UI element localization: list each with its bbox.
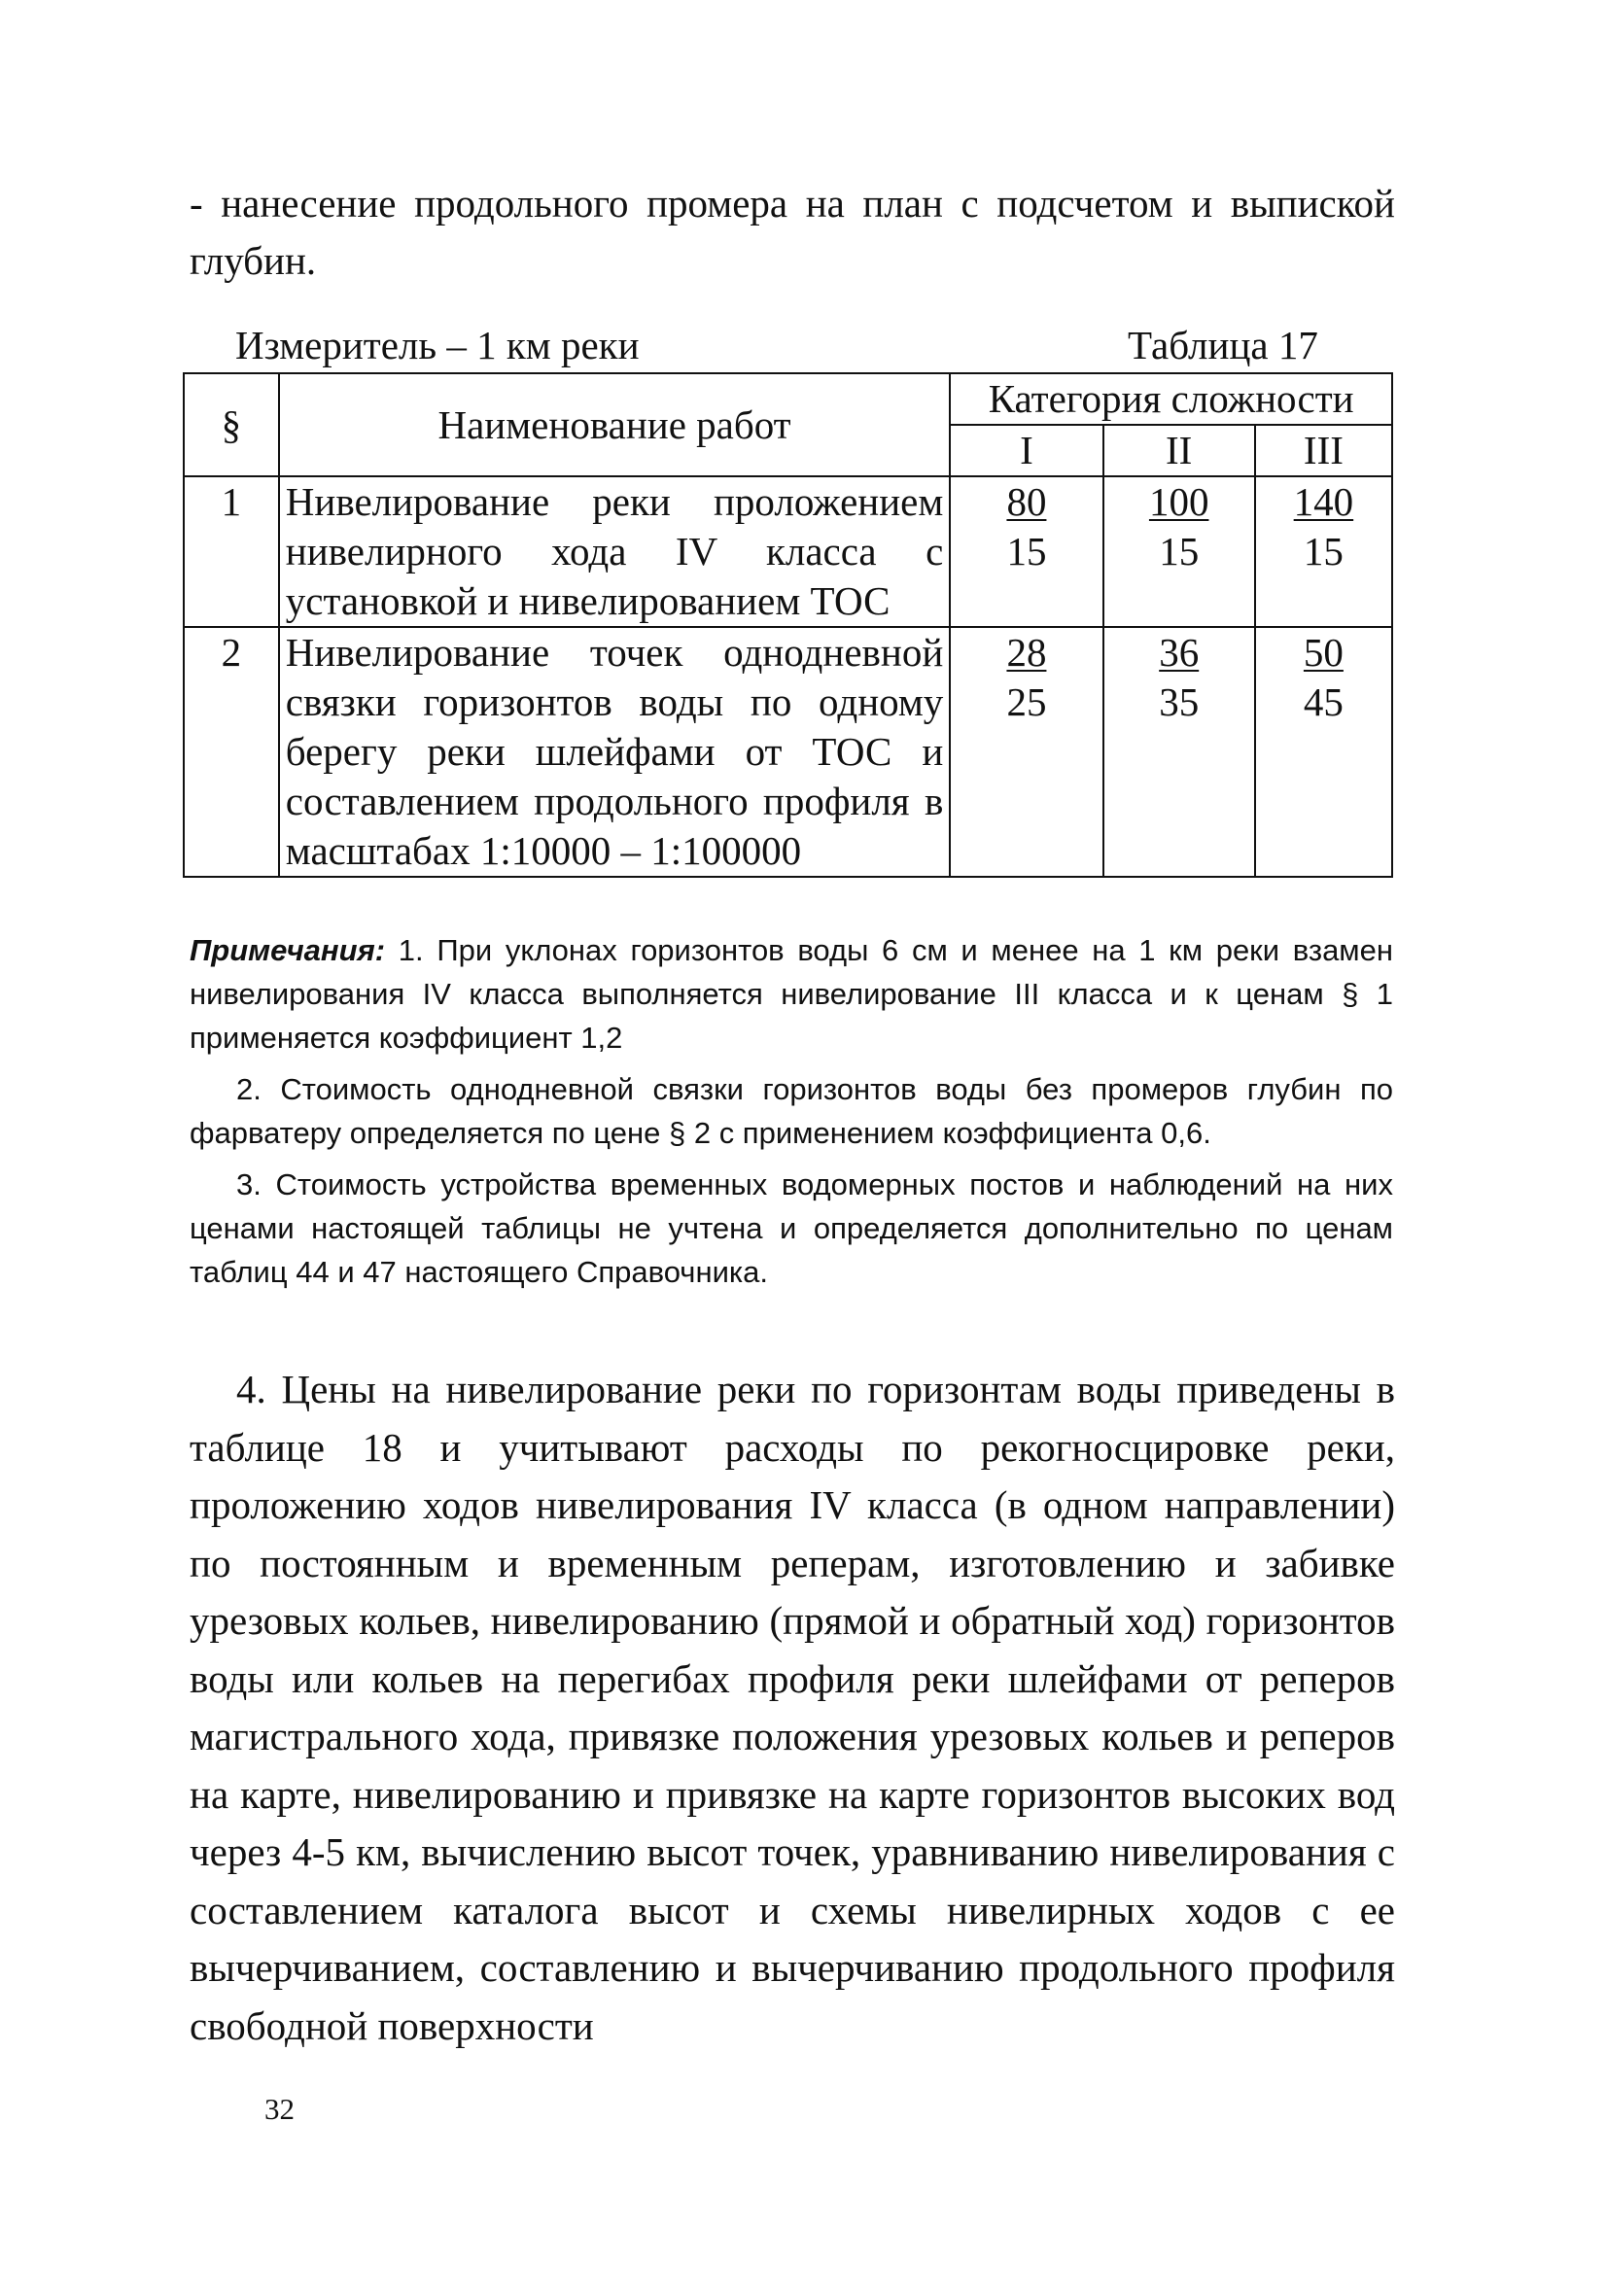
header-category-2: II [1103, 425, 1255, 476]
value-top: 50 [1303, 630, 1344, 675]
note-3: 3. Стоимость устройства временных водомерных постов и наблюдений на них ценами настоящей таблицы не учтена и определяется дополнительно по ценам таблиц 44 и 47 настоящего Справочника. [190, 1167, 1393, 1289]
value-bottom: 25 [1006, 679, 1047, 724]
page-number: 32 [264, 2092, 295, 2126]
value-bottom: 35 [1159, 679, 1200, 724]
row-number: 1 [184, 476, 279, 627]
value-top: 140 [1293, 479, 1354, 524]
table-unit-caption: Измеритель – 1 км реки [235, 323, 640, 367]
row-work-name: Нивелирование точек однодневной связки горизонтов воды по одному берегу реки шлейфами от ТОС и составлением продольного профиля в масштабах 1:10000 – 1:100000 [279, 627, 951, 877]
header-work-name: Наименование работ [279, 373, 951, 476]
row-value-cat1 [950, 476, 1102, 627]
value-bottom: 15 [1159, 529, 1200, 574]
table-notes [190, 928, 1393, 1302]
value-top: 80 [1006, 479, 1047, 524]
row-value-cat1 [950, 627, 1102, 877]
paragraph-4: 4. Цены на нивелирование реки по горизонтам воды приведены в таблице 18 и учитывают расходы по рекогносцировке реки, проложению ходов нивелирования IV класса (в одном направлении) по постоянным и временным реперам, изготовлению и забивке урезовых кольев, нивелированию (прямой и обратный ход) горизонтов воды или кольев на перегибах профиля реки шлейфами от реперов магистрального хода, привязке положения урезовых кольев и реперов на карте, нивелированию и привязке на карте горизонтов высоких вод через 4-5 км, вычислению высот точек, уравниванию нивелирования с составлением каталога высот и схемы нивелирных ходов с ее вычерчиванием, составлению и вычерчиванию продольного профиля свободной поверхности [190, 1367, 1395, 2048]
table-number-caption: Таблица 17 [1128, 323, 1318, 367]
row-value-cat2 [1103, 627, 1255, 877]
table-row [184, 476, 1392, 627]
intro-paragraph: - нанесение продольного промера на план с подсчетом и выпиской глубин. [190, 181, 1395, 283]
value-top: 100 [1148, 479, 1209, 524]
row-value-cat2 [1103, 476, 1255, 627]
header-section: § [184, 373, 279, 476]
value-top: 36 [1159, 630, 1200, 675]
row-value-cat3 [1255, 476, 1392, 627]
row-value-cat3 [1255, 627, 1392, 877]
value-bottom: 15 [1303, 529, 1344, 574]
header-category-1: I [950, 425, 1102, 476]
note-1-text: 1. При уклонах горизонтов воды 6 см и менее на 1 км реки взамен нивелирования IV класса выполняется нивелирование III класса и к ценам § 1 применяется коэффициент 1,2 [190, 933, 1393, 1055]
price-table [183, 372, 1393, 878]
row-number: 2 [184, 627, 279, 877]
row-work-name: Нивелирование реки проложением нивелирного хода IV класса с установкой и нивелированием ТОС [279, 476, 951, 627]
value-bottom: 15 [1006, 529, 1047, 574]
notes-label: Примечания: [190, 933, 386, 967]
value-bottom: 45 [1303, 679, 1344, 724]
note-1 [190, 928, 1393, 1060]
header-complexity-category: Категория сложности [950, 373, 1392, 425]
note-2: 2. Стоимость однодневной связки горизонтов воды без промеров глубин по фарватеру определяется по цене § 2 с применением коэффициента 0,6. [190, 1072, 1393, 1150]
value-top: 28 [1006, 630, 1047, 675]
header-category-3: III [1255, 425, 1392, 476]
table-row [184, 627, 1392, 877]
table-header-row [184, 373, 1392, 425]
